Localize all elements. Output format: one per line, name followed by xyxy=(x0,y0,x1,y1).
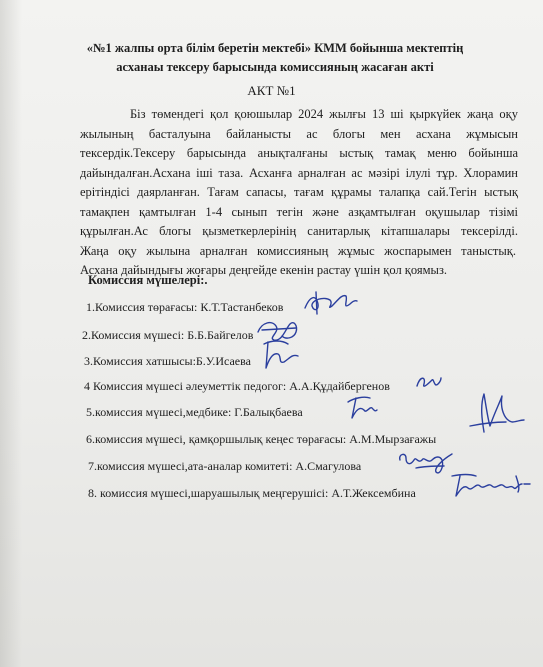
signature-7 xyxy=(396,446,456,480)
signature-6 xyxy=(466,386,526,438)
act-number: АКТ №1 xyxy=(247,83,296,98)
body-line: Жаңа оқу жылына арналған комиссияның жұмыс жоспарымен таныстық. xyxy=(80,243,516,258)
member-line-7: 7.комиссия мүшесі,ата-аналар комитеті: А.Смагулова xyxy=(88,459,362,473)
member-line-6: 6.комиссия мүшесі, қамқоршылық кеңес төрағасы: А.М.Мырзағажы xyxy=(86,432,437,446)
body-line: құрылған.Ас блогы қызметкерлерінің санитарлық кітапшалары тексерілді. xyxy=(80,224,518,238)
signature-5 xyxy=(344,394,378,422)
document-title-line-2: асханаы тексеру барысында комиссияның жасаған акті xyxy=(116,60,434,74)
body-line: тексердік.Тексеру барысында анықталғаны ыстық тамақ меню бойынша xyxy=(80,146,518,160)
signature-8 xyxy=(448,470,532,500)
member-line-3: 3.Комиссия хатшысы:Б.У.Исаева xyxy=(84,354,251,368)
member-line-8: 8. комиссия мүшесі,шаруашылық меңгерушісі: А.Т.Жексембина xyxy=(88,486,416,500)
body-line: дайындалған.Асхана іші таза. Асханға арналған ас мәзірі ілулі тұр. Хлорамин xyxy=(80,165,518,180)
body-line: тамақпен қамтылған 1-4 сынып тегін және азқамтылған оқушылар тізімі xyxy=(80,204,518,219)
signature-1 xyxy=(302,290,358,316)
member-line-4: 4 Комиссия мүшесі әлеуметтік педогог: А.А.Құдайбергенов xyxy=(84,379,390,393)
page-shadow xyxy=(0,0,22,667)
body-line: Біз төмендегі қол қоюшылар 2024 жылғы 13 ші қыркүйек жаңа оқу xyxy=(130,107,518,121)
body-line: ерітіндісі даярланған. Тағам сапасы, тағам құрамы талапқа сай.Тегін ыстық xyxy=(80,185,518,199)
signature-4 xyxy=(414,372,442,392)
document-title-line-1: «№1 жалпы орта білім беретін мектебі» КММ бойынша мектептің xyxy=(86,41,464,55)
members-heading: Комиссия мүшелері:. xyxy=(88,273,208,287)
signature-3 xyxy=(262,338,302,372)
body-line: Асхана дайындығы жоғары деңгейде екенін растау үшін қол қоямыз. xyxy=(80,263,448,277)
member-line-1: 1.Комиссия төрағасы: К.Т.Тастанбеков xyxy=(86,300,284,314)
body-line: жылының басталуына байланысты ас блогы мен асхана жұмысын xyxy=(80,126,518,141)
member-line-5: 5.комиссия мүшесі,медбике: Г.Балықбаева xyxy=(86,405,303,419)
member-line-2: 2.Комиссия мүшесі: Б.Б.Байгелов xyxy=(82,328,254,342)
